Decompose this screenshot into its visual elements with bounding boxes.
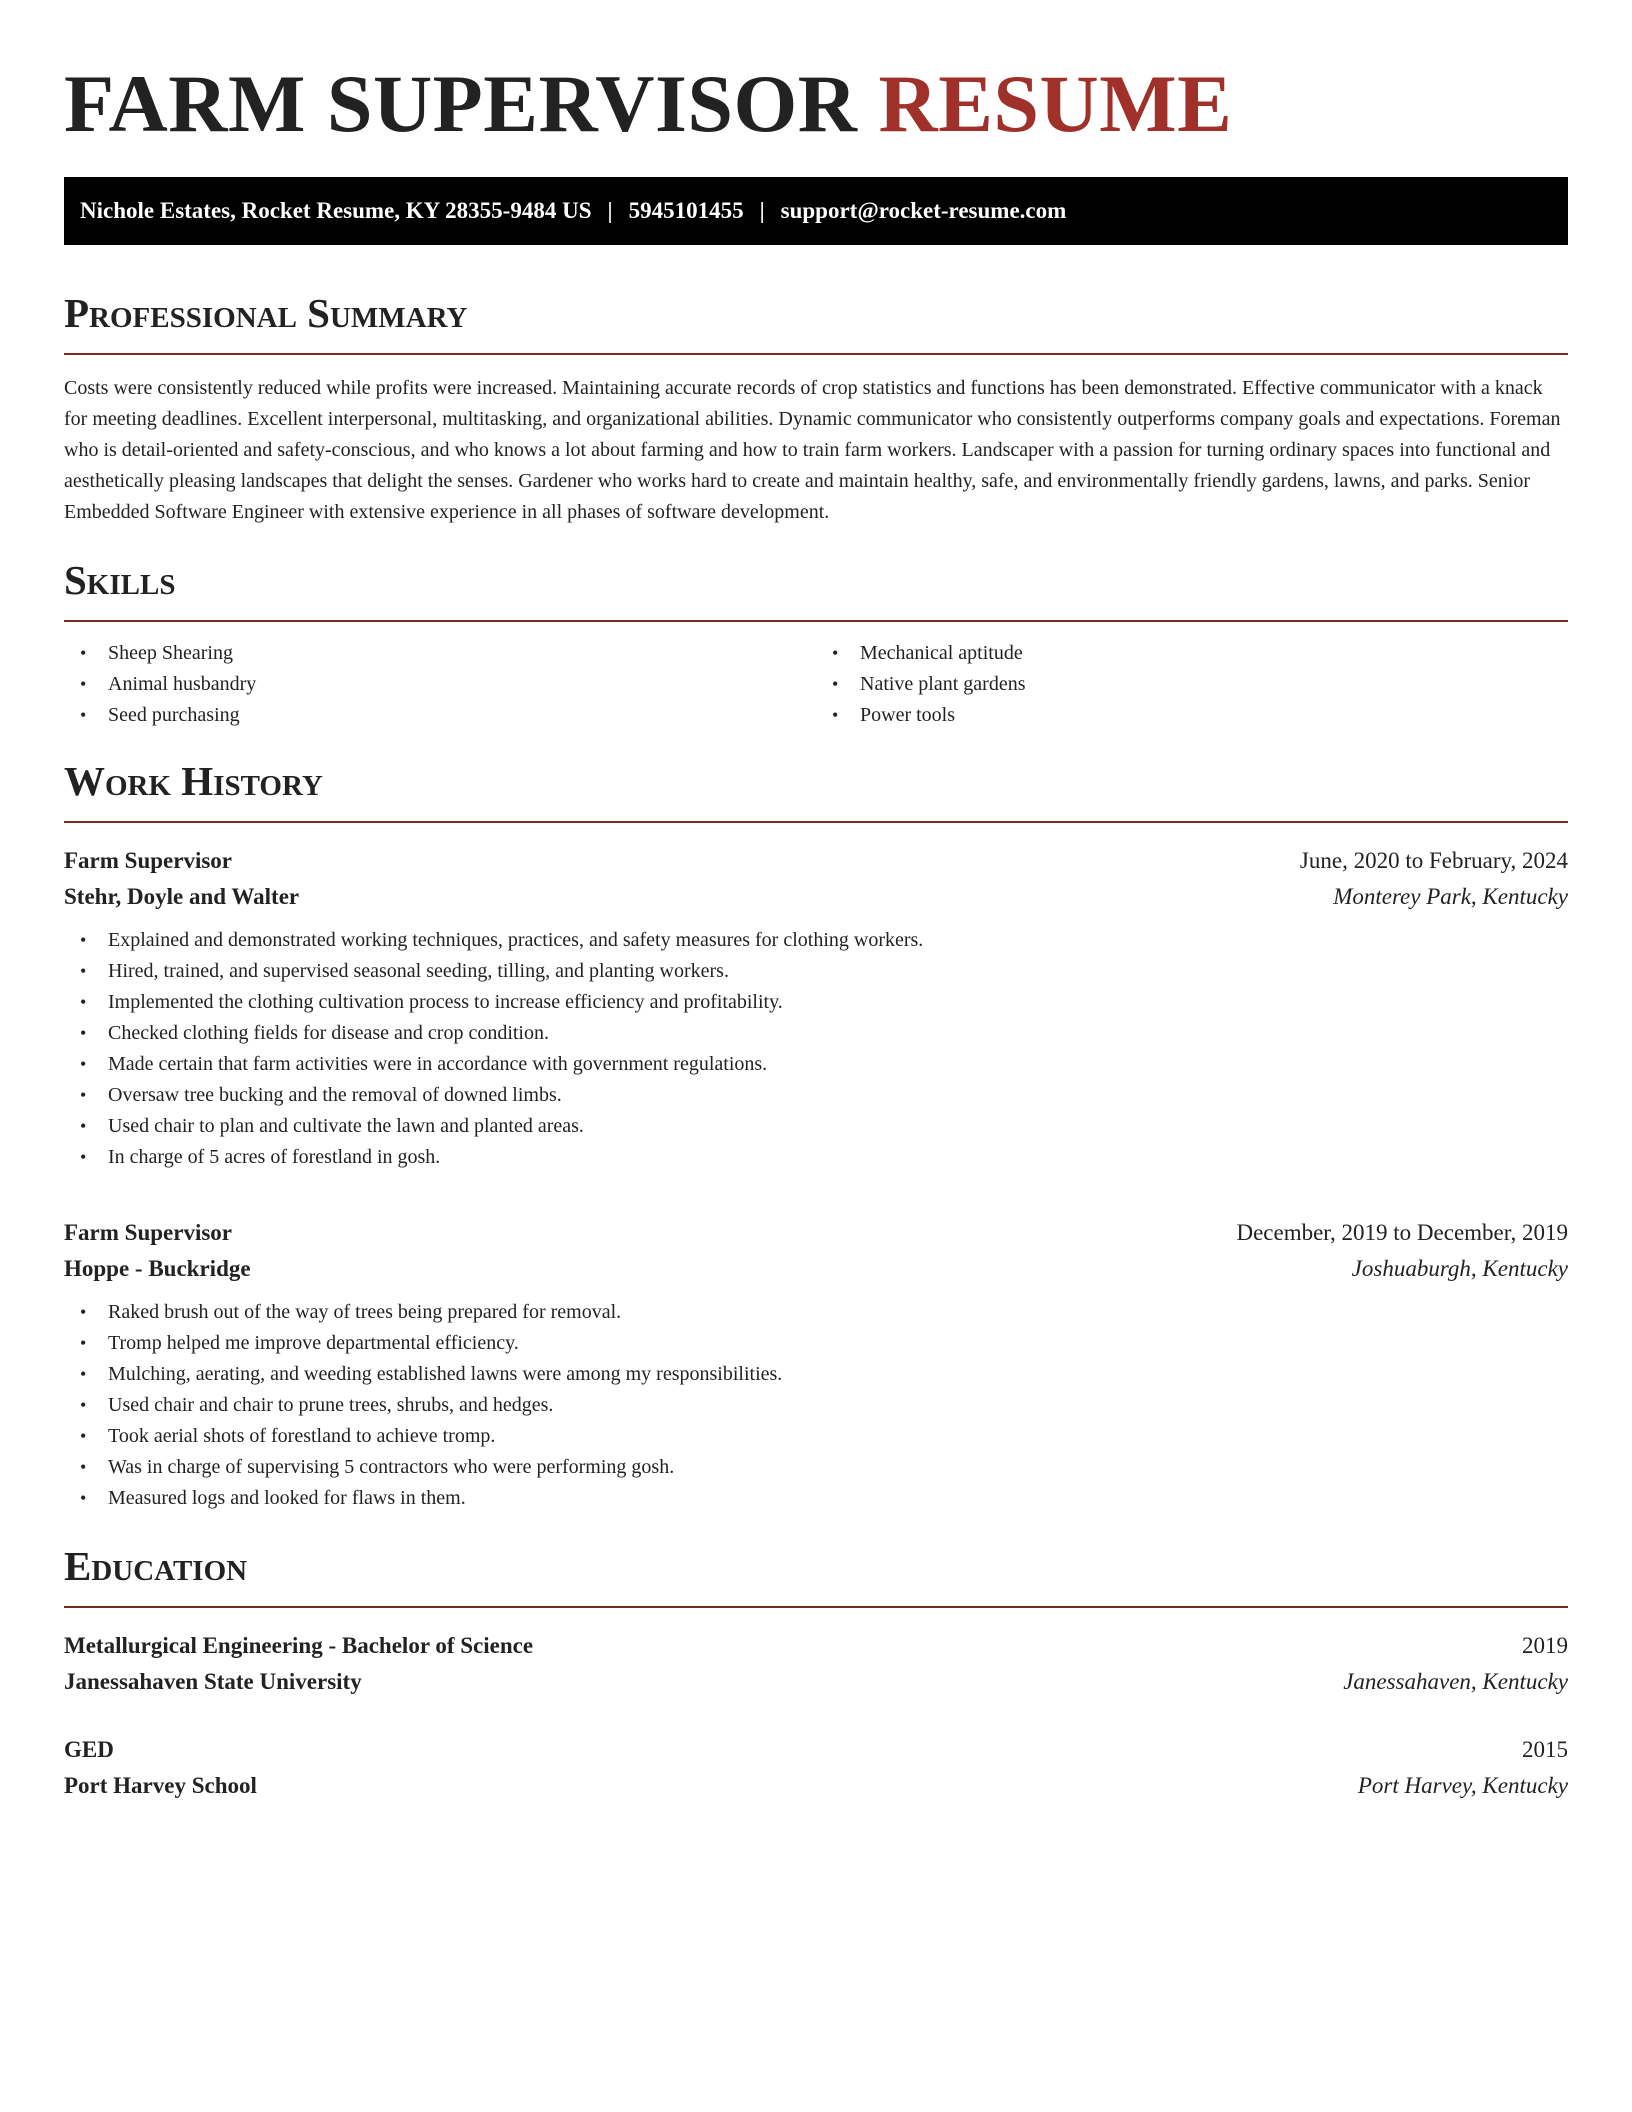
education-header: [64, 1732, 1568, 1768]
skill-item: • Animal husbandry: [64, 669, 816, 700]
job-location: Joshuaburgh, Kentucky: [1351, 1256, 1568, 1281]
education-entry: [64, 1628, 1568, 1700]
job-title: Farm Supervisor: [64, 848, 233, 873]
contact-bar: [64, 177, 1568, 245]
resume-title: [64, 0, 1568, 152]
job-title: Farm Supervisor: [64, 1220, 233, 1245]
skill-item: • Native plant gardens: [816, 669, 1568, 700]
skills-section: [64, 556, 1568, 731]
job-dates: June, 2020 to February, 2024: [1299, 848, 1568, 873]
job-bullet: • Oversaw tree bucking and the removal of downed limbs.: [64, 1080, 1568, 1111]
job-bullet: • Measured logs and looked for flaws in them.: [64, 1483, 1568, 1514]
skills-column-left: [64, 638, 816, 731]
job-subheader: [64, 1251, 1568, 1287]
skills-column-right: [816, 638, 1568, 731]
job-bullet: • Used chair and chair to prune trees, shrubs, and hedges.: [64, 1390, 1568, 1421]
work-history-heading: Work History: [64, 757, 1568, 823]
skill-item: • Seed purchasing: [64, 700, 816, 731]
education-subheader: [64, 1664, 1568, 1700]
job-bullet: • Explained and demonstrated working techniques, practices, and safety measures for clothing workers.: [64, 925, 1568, 956]
education-location: Janessahaven, Kentucky: [1343, 1669, 1568, 1694]
job-bullet: • Used chair to plan and cultivate the lawn and planted areas.: [64, 1111, 1568, 1142]
skill-item: • Mechanical aptitude: [816, 638, 1568, 669]
contact-address: Nichole Estates, Rocket Resume, KY 28355-9484 US: [80, 198, 592, 223]
contact-separator: |: [759, 198, 765, 223]
education-degree: Metallurgical Engineering - Bachelor of Science: [64, 1633, 534, 1658]
education-location: Port Harvey, Kentucky: [1357, 1773, 1568, 1798]
skill-item: • Power tools: [816, 700, 1568, 731]
education-heading: Education: [64, 1542, 1568, 1608]
job-entry: [64, 843, 1568, 1173]
job-subheader: [64, 879, 1568, 915]
education-year: 2019: [1522, 1633, 1568, 1658]
contact-separator: |: [607, 198, 613, 223]
job-bullet: • In charge of 5 acres of forestland in gosh.: [64, 1142, 1568, 1173]
job-location: Monterey Park, Kentucky: [1333, 884, 1568, 909]
skills-heading: Skills: [64, 556, 1568, 622]
job-company: Hoppe - Buckridge: [64, 1256, 251, 1281]
summary-heading: Professional Summary: [64, 289, 1568, 355]
summary-text: Costs were consistently reduced while profits were increased. Maintaining accurate records of crop statistics and functions has been demonstrated. Effective communicator with a knack for meeting deadlines. Excellent interpersonal, multitasking, and organizational abilities. Dynamic communicator who consistently outperforms company goals and expectations. Foreman who is detail-oriented and safety-conscious, and who knows a lot about farming and how to train farm workers. Landscaper with a passion for turning ordinary spaces into functional and aesthetically pleasing landscapes that delight the senses. Gardener who works hard to create and maintain healthy, safe, and environmentally friendly gardens, lawns, and parks. Senior Embedded Software Engineer with extensive experience in all phases of software development.: [64, 377, 1561, 523]
job-bullet: • Tromp helped me improve departmental efficiency.: [64, 1328, 1568, 1359]
job-bullet: • Raked brush out of the way of trees being prepared for removal.: [64, 1297, 1568, 1328]
job-bullet: • Hired, trained, and supervised seasonal seeding, tilling, and planting workers.: [64, 956, 1568, 987]
job-bullets: [64, 1297, 1568, 1514]
job-header: [64, 1215, 1568, 1251]
title-accent: RESUME: [878, 58, 1233, 149]
job-bullet: • Checked clothing fields for disease and crop condition.: [64, 1018, 1568, 1049]
resume-page: [64, 0, 1568, 1804]
education-degree: GED: [64, 1737, 114, 1762]
job-bullets: [64, 925, 1568, 1173]
education-year: 2015: [1522, 1737, 1568, 1762]
education-header: [64, 1628, 1568, 1664]
summary-section: [64, 289, 1568, 528]
work-history-section: [64, 757, 1568, 1514]
job-bullet: • Was in charge of supervising 5 contractors who were performing gosh.: [64, 1452, 1568, 1483]
education-school: Port Harvey School: [64, 1773, 257, 1798]
job-bullet: • Mulching, aerating, and weeding established lawns were among my responsibilities.: [64, 1359, 1568, 1390]
title-main: FARM SUPERVISOR: [64, 58, 858, 149]
skills-list: [64, 638, 1568, 731]
education-school: Janessahaven State University: [64, 1669, 362, 1694]
job-entry: [64, 1215, 1568, 1514]
education-subheader: [64, 1768, 1568, 1804]
job-bullet: • Made certain that farm activities were in accordance with government regulations.: [64, 1049, 1568, 1080]
education-section: [64, 1542, 1568, 1804]
job-dates: December, 2019 to December, 2019: [1236, 1220, 1568, 1245]
education-entry: [64, 1732, 1568, 1804]
skill-item: • Sheep Shearing: [64, 638, 816, 669]
job-bullet: • Took aerial shots of forestland to achieve tromp.: [64, 1421, 1568, 1452]
contact-phone: 5945101455: [628, 198, 744, 223]
job-header: [64, 843, 1568, 879]
job-bullet: • Implemented the clothing cultivation process to increase efficiency and profitability.: [64, 987, 1568, 1018]
job-company: Stehr, Doyle and Walter: [64, 884, 300, 909]
contact-email: support@rocket-resume.com: [780, 198, 1067, 223]
